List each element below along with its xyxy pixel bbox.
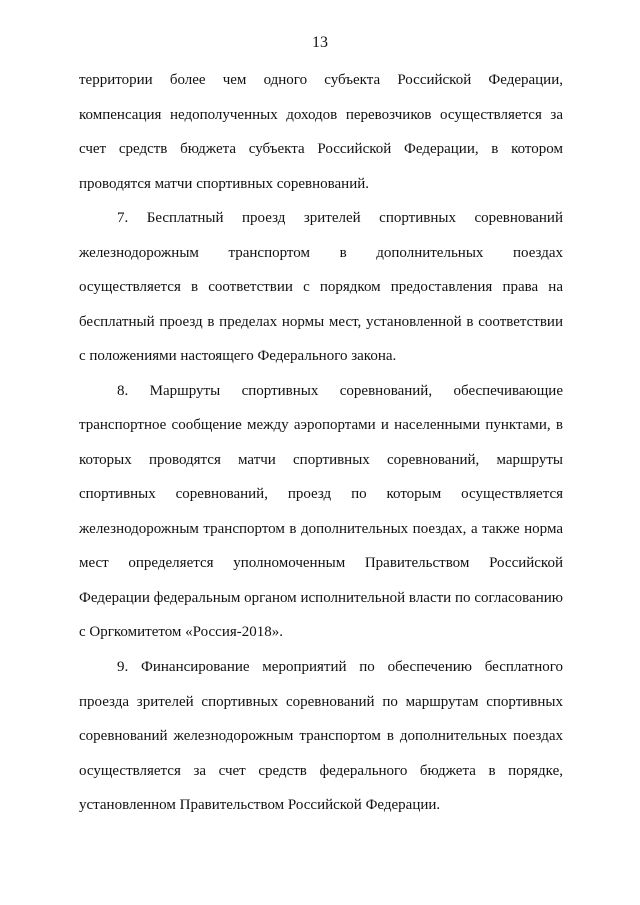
text-line: установленном Правительством Российской Федерации. [79,797,441,813]
text-line: которых проводятся матчи спортивных соревнований, маршруты [79,452,563,468]
text-line: спортивных соревнований, проезд по которым осуществляется [79,486,563,502]
text-line: осуществляется в соответствии с порядком предоставления права на [79,279,563,295]
text-line: транспортное сообщение между аэропортами и населенными пунктами, в [79,417,563,433]
page-number: 13 [312,34,328,51]
text-line: железнодорожным транспортом в дополнительных поездах, а также норма [79,521,563,537]
text-line: компенсация недополученных доходов перевозчиков осуществляется за [79,107,563,123]
text-line: мест определяется уполномоченным Правительством Российской [79,555,563,571]
text-line: железнодорожным транспортом в дополнительных поездах [79,245,563,261]
text-line: 7. Бесплатный проезд зрителей спортивных соревнований [117,210,563,226]
text-line: с положениями настоящего Федерального закона. [79,348,397,364]
text-line: территории более чем одного субъекта Российской Федерации, [79,72,563,88]
text-line: проезда зрителей спортивных соревнований по маршрутам спортивных [79,694,563,710]
text-line: соревнований железнодорожным транспортом в дополнительных поездах [79,728,563,744]
text-line: счет средств бюджета субъекта Российской Федерации, в котором [79,141,563,157]
text-line: бесплатный проезд в пределах нормы мест, установленной в соответствии [79,314,563,330]
text-line: Федерации федеральным органом исполнительной власти по согласованию [79,590,563,606]
text-line: 8. Маршруты спортивных соревнований, обеспечивающие [117,383,563,399]
text-line: осуществляется за счет средств федерального бюджета в порядке, [79,763,563,779]
text-line: с Оргкомитетом «Россия-2018». [79,624,284,640]
text-line: проводятся матчи спортивных соревнований. [79,176,369,192]
text-line: 9. Финансирование мероприятий по обеспечению бесплатного [117,659,563,675]
